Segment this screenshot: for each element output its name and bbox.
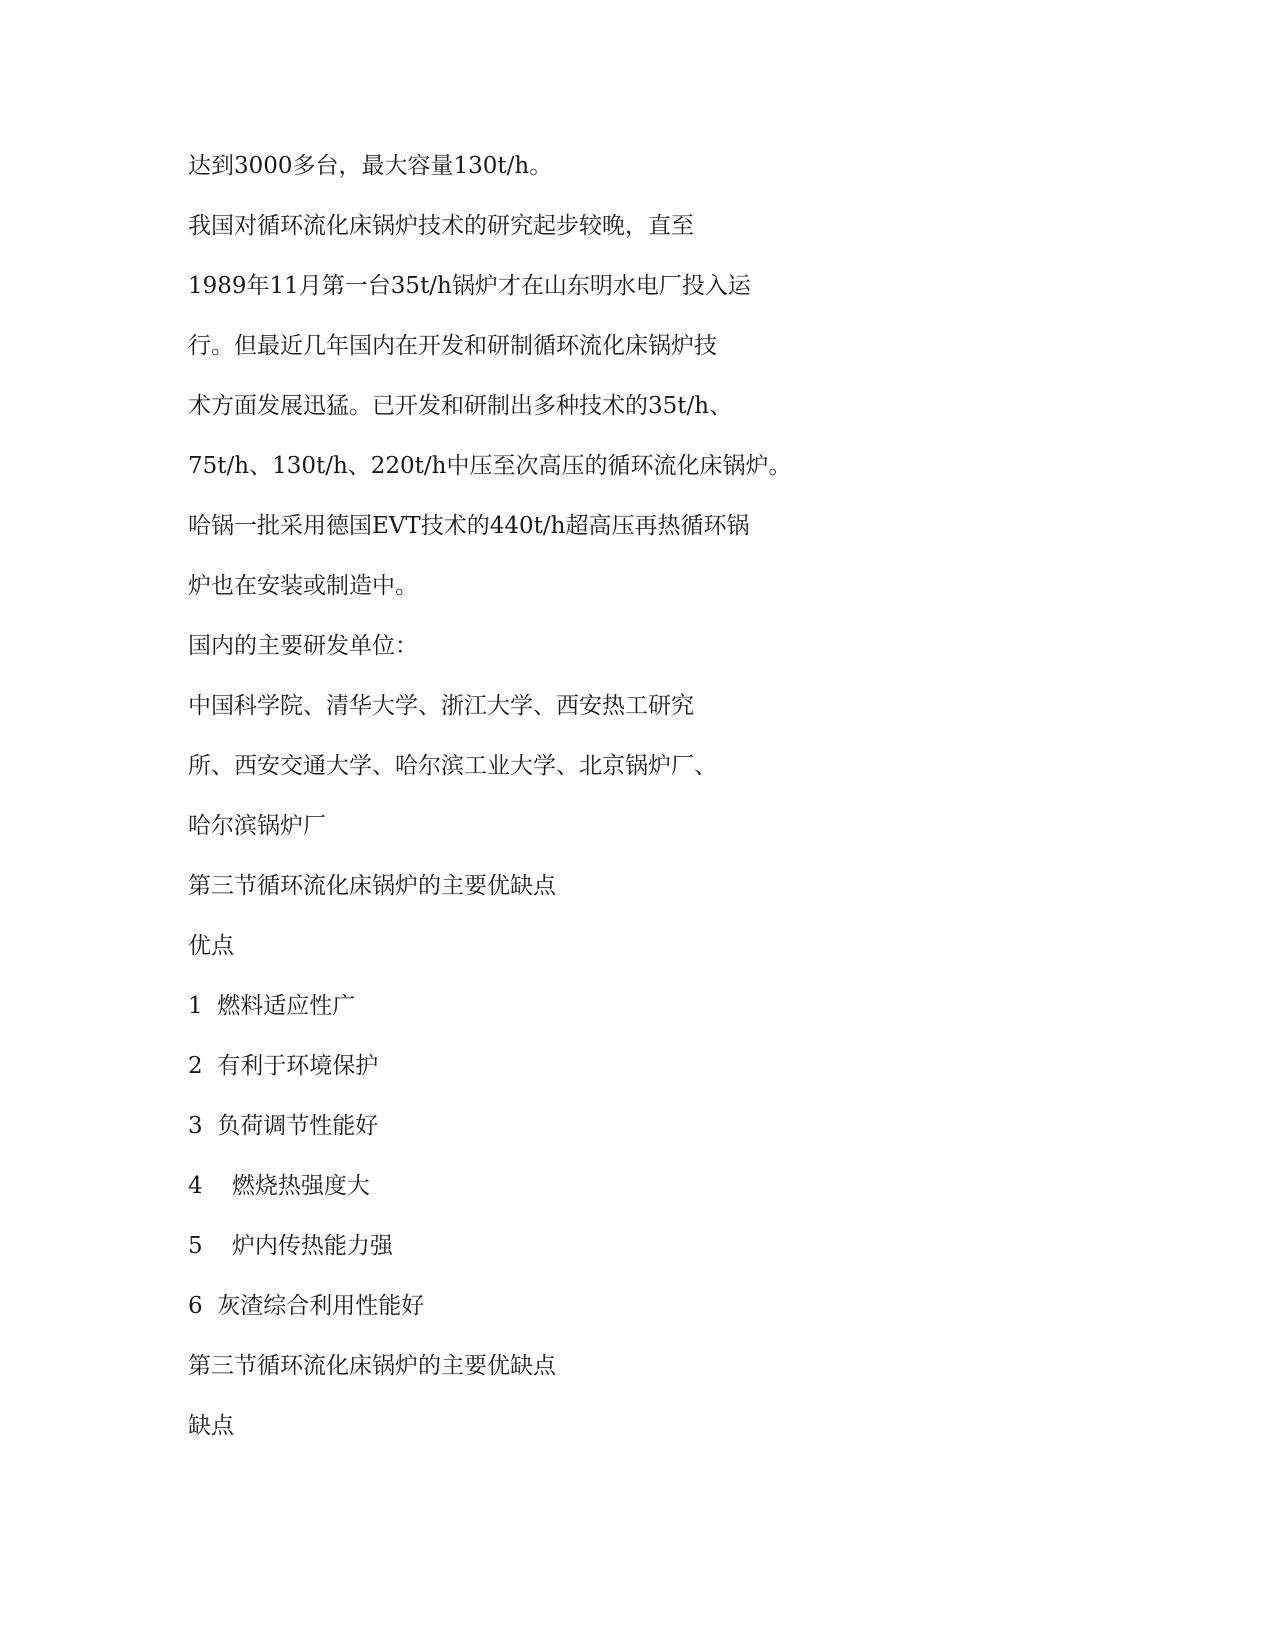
subheading: 优点: [188, 933, 234, 959]
text-line: 术方面发展迅猛。已开发和研制出多种技术的35t/h、: [188, 393, 733, 419]
list-item: 1 燃料适应性广: [188, 993, 356, 1019]
text-line: 炉也在安装或制造中。: [188, 573, 418, 599]
list-item: 2 有利于环境保护: [188, 1053, 379, 1079]
text-line: 中国科学院、清华大学、浙江大学、西安热工研究: [188, 693, 694, 719]
section-heading: 第三节循环流化床锅炉的主要优缺点: [188, 1353, 556, 1379]
text-line: 所、西安交通大学、哈尔滨工业大学、北京锅炉厂、: [188, 753, 717, 779]
text-line: 达到3000多台，最大容量130t/h。: [188, 153, 553, 179]
subheading: 缺点: [188, 1413, 234, 1439]
section-label: 国内的主要研发单位：: [188, 633, 418, 659]
text-line: 我国对循环流化床锅炉技术的研究起步较晚，直至: [188, 213, 694, 239]
section-heading: 第三节循环流化床锅炉的主要优缺点: [188, 873, 556, 899]
text-line: 哈尔滨锅炉厂: [188, 813, 326, 839]
text-line: 1989年11月第一台35t/h锅炉才在山东明水电厂投入运: [188, 273, 751, 299]
text-line: 75t/h、130t/h、220t/h中压至次高压的循环流化床锅炉。: [188, 453, 792, 479]
text-line: 行。但最近几年国内在开发和研制循环流化床锅炉技: [188, 333, 717, 359]
list-item: 4 燃烧热强度大: [188, 1173, 370, 1199]
list-item: 5 炉内传热能力强: [188, 1233, 393, 1259]
list-item: 6 灰渣综合利用性能好: [188, 1293, 425, 1319]
list-item: 3 负荷调节性能好: [188, 1113, 379, 1139]
text-line: 哈锅一批采用德国EVT技术的440t/h超高压再热循环锅: [188, 513, 750, 539]
